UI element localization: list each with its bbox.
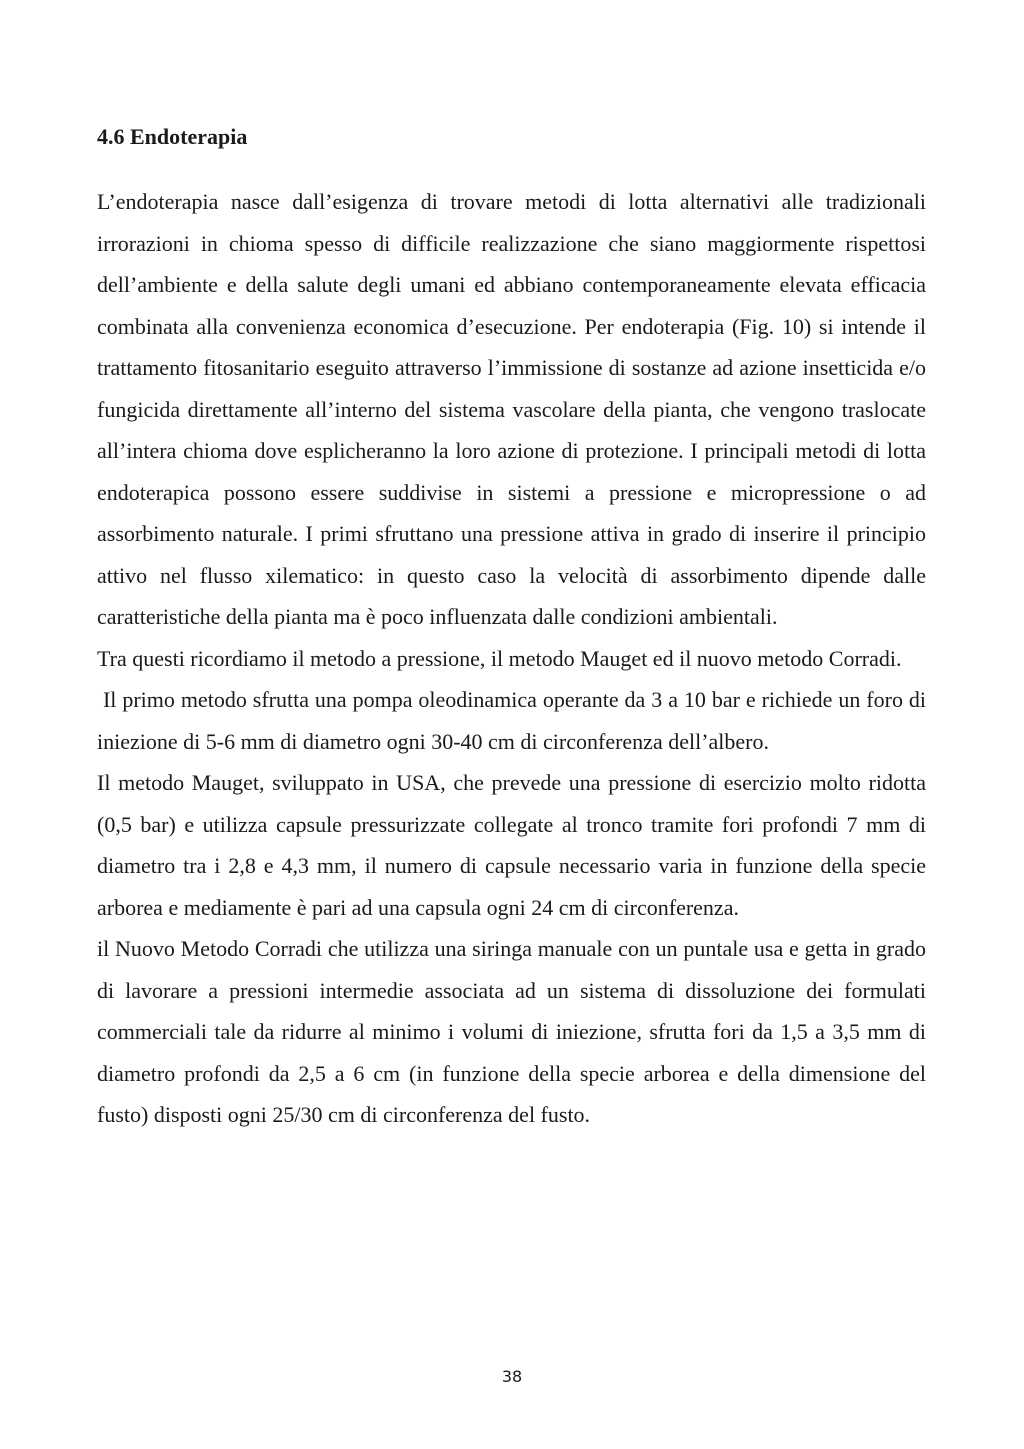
body-text bbox=[97, 181, 932, 1136]
paragraph-mauget-method: Il metodo Mauget, sviluppato in USA, che prevede una pressione di esercizio molto ridotta (0,5 bar) e utilizza capsule pressurizzate collegate al tronco tramite fori profondi 7 mm di diametro tra i 2,8 e 4,3 mm, il numero di capsule necessario varia in funzione della specie arborea e mediamente è pari ad una capsula ogni 24 cm di circonferenza. bbox=[97, 770, 926, 920]
paragraph-methods-list: Tra questi ricordiamo il metodo a pressione, il metodo Mauget ed il nuovo metodo Corradi. bbox=[97, 645, 902, 671]
paragraph-pressure-method: Il primo metodo sfrutta una pompa oleodinamica operante da 3 a 10 bar e richiede un foro di iniezione di 5-6 mm di diametro ogni 30-40 cm di circonferenza dell’albero. bbox=[97, 687, 932, 754]
page-number: 38 bbox=[501, 1367, 523, 1386]
paragraph-corradi-method: il Nuovo Metodo Corradi che utilizza una siringa manuale con un puntale usa e getta in grado di lavorare a pressioni intermedie associata ad un sistema di dissoluzione dei formulati commerciali tale da ridurre al minimo i volumi di iniezione, sfrutta fori da 1,5 a 3,5 mm di diametro profondi da 2,5 a 6 cm (in funzione della specie arborea e della dimensione del fusto) disposti ogni 25/30 cm di circonferenza del fusto. bbox=[97, 936, 926, 1127]
paragraph-endoterapia-intro: L’endoterapia nasce dall’esigenza di trovare metodi di lotta alternativi alle tradizionali irrorazioni in chioma spesso di difficile realizzazione che siano maggiormente rispettosi dell’ambiente e della salute degli umani ed abbiano contemporaneamente elevata efficacia combinata alla convenienza economica d’esecuzione. Per endoterapia (Fig. 10) si intende il trattamento fitosanitario eseguito attraverso l’immissione di sostanze ad azione insetticida e/o fungicida direttamente all’interno del sistema vascolare della pianta, che vengono traslocate all’intera chioma dove esplicheranno la loro azione di protezione. I principali metodi di lotta endoterapica possono essere suddivise in sistemi a pressione e micropressione o ad assorbimento naturale. I primi sfruttano una pressione attiva in grado di inserire il principio attivo nel flusso xilematico: in questo caso la velocità di assorbimento dipende dalle caratteristiche della pianta ma è poco influenzata dalle condizioni ambientali. bbox=[97, 189, 926, 629]
section-heading: 4.6 Endoterapia bbox=[97, 124, 248, 149]
